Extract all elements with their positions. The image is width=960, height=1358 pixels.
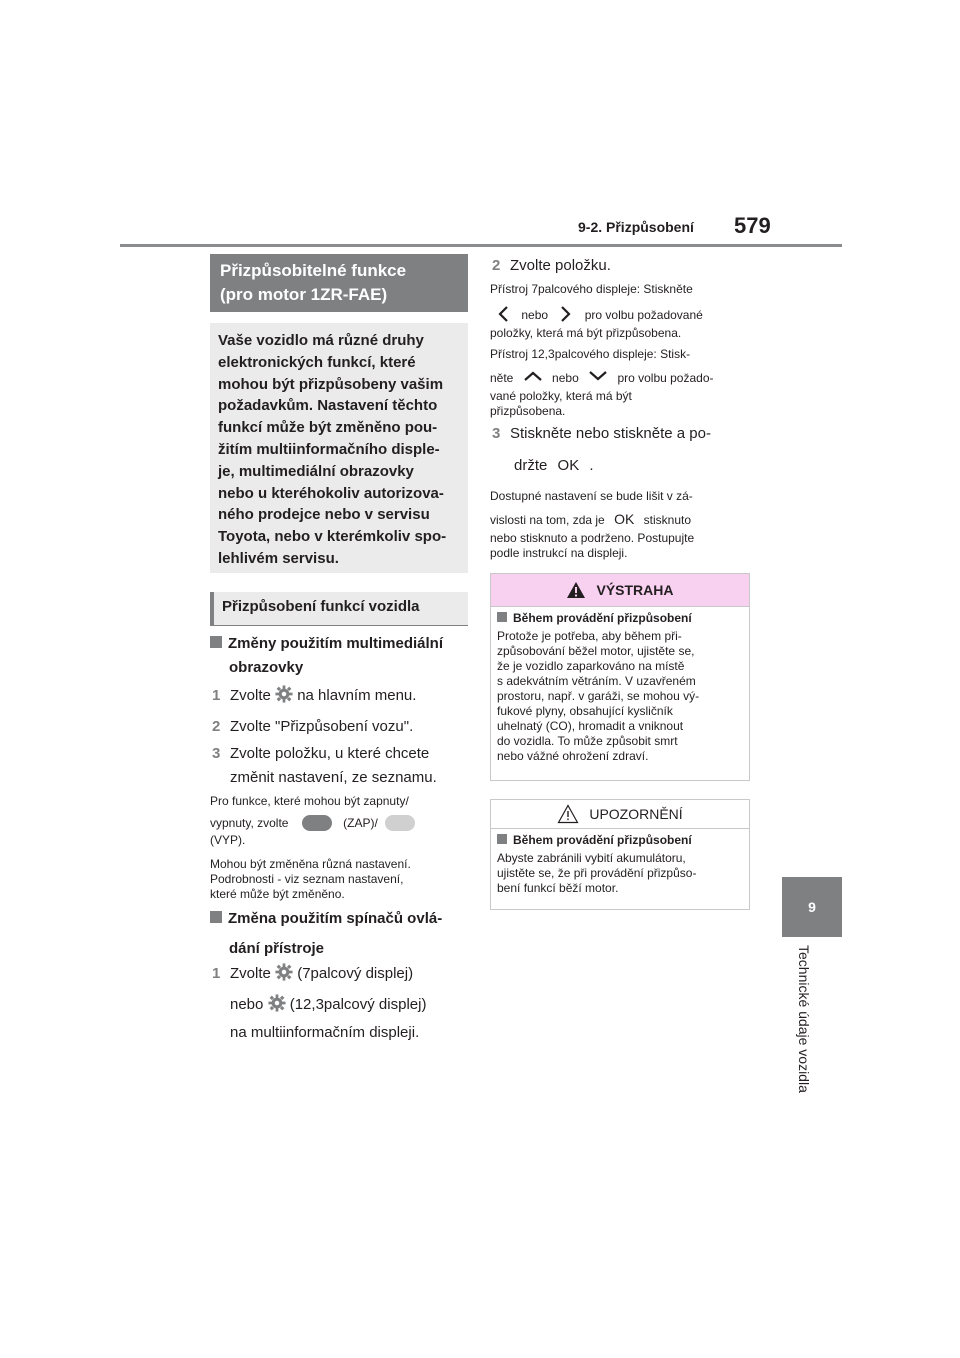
subsection-heading: Přizpůsobení funkcí vozidla: [210, 592, 468, 626]
intro-box: Vaše vozidlo má různé druhy elektronických funkcí, které mohou být přizpůsobeny vašim požadavkům. Nastavení těchto funkcí může být změněno pou- žitím multiinformačního disple- je, multimediální obrazovky nebo u kteréhokoliv autorizova- ného prodejce nebo v servisu Toyota, nebo v kterémkoliv spo- lehlivém servisu.: [210, 323, 468, 573]
toggle-off-icon: [385, 815, 415, 831]
square-bullet-icon: [497, 612, 507, 622]
sub-heading-switches: Změna použitím spínačů ovlá- dání přístroje: [210, 907, 470, 961]
gear-icon: [268, 994, 286, 1012]
step-3: 3 Zvolte položku, u které chcete změnit nastavení, ze seznamu.: [212, 745, 437, 786]
warning-triangle-icon: [566, 581, 586, 599]
warning-triangle-icon: [557, 804, 579, 824]
page-number: 579: [734, 213, 771, 238]
right-step-3: 3 Stiskněte nebo stiskněte a po- držte OK .: [492, 422, 752, 478]
chevron-left-icon: [496, 305, 512, 323]
header-rule: [120, 244, 842, 247]
chevron-down-icon: [588, 370, 608, 382]
warning-box: VÝSTRAHA Během provádění přizpůsobení Protože je potřeba, aby během při- způsobování běžel motor, ujistěte se, že je vozidlo zaparkováno na místě s adekvátním větráním. V uzavřeném prostoru, např. v garáži, se mohou vý- fukové plyny, obsahující kysličník uhelnatý (CO), hromadit a vniknout do vozidla. To může způsobit smrt nebo vážné ohrožení zdraví.: [490, 573, 750, 781]
square-bullet-icon: [210, 636, 222, 648]
chapter-tab-number: 9: [782, 877, 842, 937]
chapter-tab-label: Technické údaje vozidla: [796, 945, 812, 1093]
step-1b: 1 Zvolte (7palcový displej) nebo (12,3palcový displej) na multiinformačním displeji.: [212, 965, 427, 1041]
note-settings: Mohou být změněna různá nastavení. Podrobnosti - viz seznam nastavení, které může být změněno.: [210, 857, 411, 901]
section-title: 9-2. Přizpůsobení: [578, 219, 694, 235]
caution-box: UPOZORNĚNÍ Během provádění přizpůsobení Abyste zabránili vybití akumulátoru, ujistěte se, že při provádění přizpůso- bení funkcí běží motor.: [490, 799, 750, 910]
right-note-ok: Dostupné nastavení se bude lišit v zá- vislosti na tom, zda je OK stisknuto nebo stisknuto a podrženo. Postupujte podle instrukcí na displeji.: [490, 489, 695, 560]
gear-icon: [275, 685, 293, 703]
right-notes-display: Přístroj 7palcového displeje: Stiskněte nebo pro volbu požadované položky, která má být přizpůsobena. Přístroj 12,3palcového displeje: Stisk- něte nebo pro volbu požado- vané položky, která má být přizpůsobena.: [490, 282, 714, 418]
gear-icon: [275, 963, 293, 981]
warning-header: VÝSTRAHA: [491, 574, 749, 607]
section-heading: Přizpůsobitelné funkce (pro motor 1ZR-FAE): [210, 254, 468, 312]
caution-header: UPOZORNĚNÍ: [491, 800, 749, 829]
toggle-on-icon: [302, 815, 332, 831]
ok-button-glyph: OK: [557, 457, 580, 474]
ok-button-glyph: OK: [614, 511, 635, 527]
right-step-2: 2 Zvolte položku.: [492, 257, 611, 274]
step-1: 1 Zvolte na hlavním menu.: [212, 687, 417, 704]
chevron-right-icon: [557, 305, 573, 323]
square-bullet-icon: [497, 834, 507, 844]
square-bullet-icon: [210, 911, 222, 923]
note-toggle: Pro funkce, které mohou být zapnuty/ vypnuty, zvolte (ZAP)/ (VYP).: [210, 794, 470, 848]
chevron-up-icon: [523, 370, 543, 382]
step-2: 2 Zvolte "Přizpůsobení vozu".: [212, 718, 414, 735]
sub-heading-multimedia: Změny použitím multimediální obrazovky: [210, 632, 470, 680]
